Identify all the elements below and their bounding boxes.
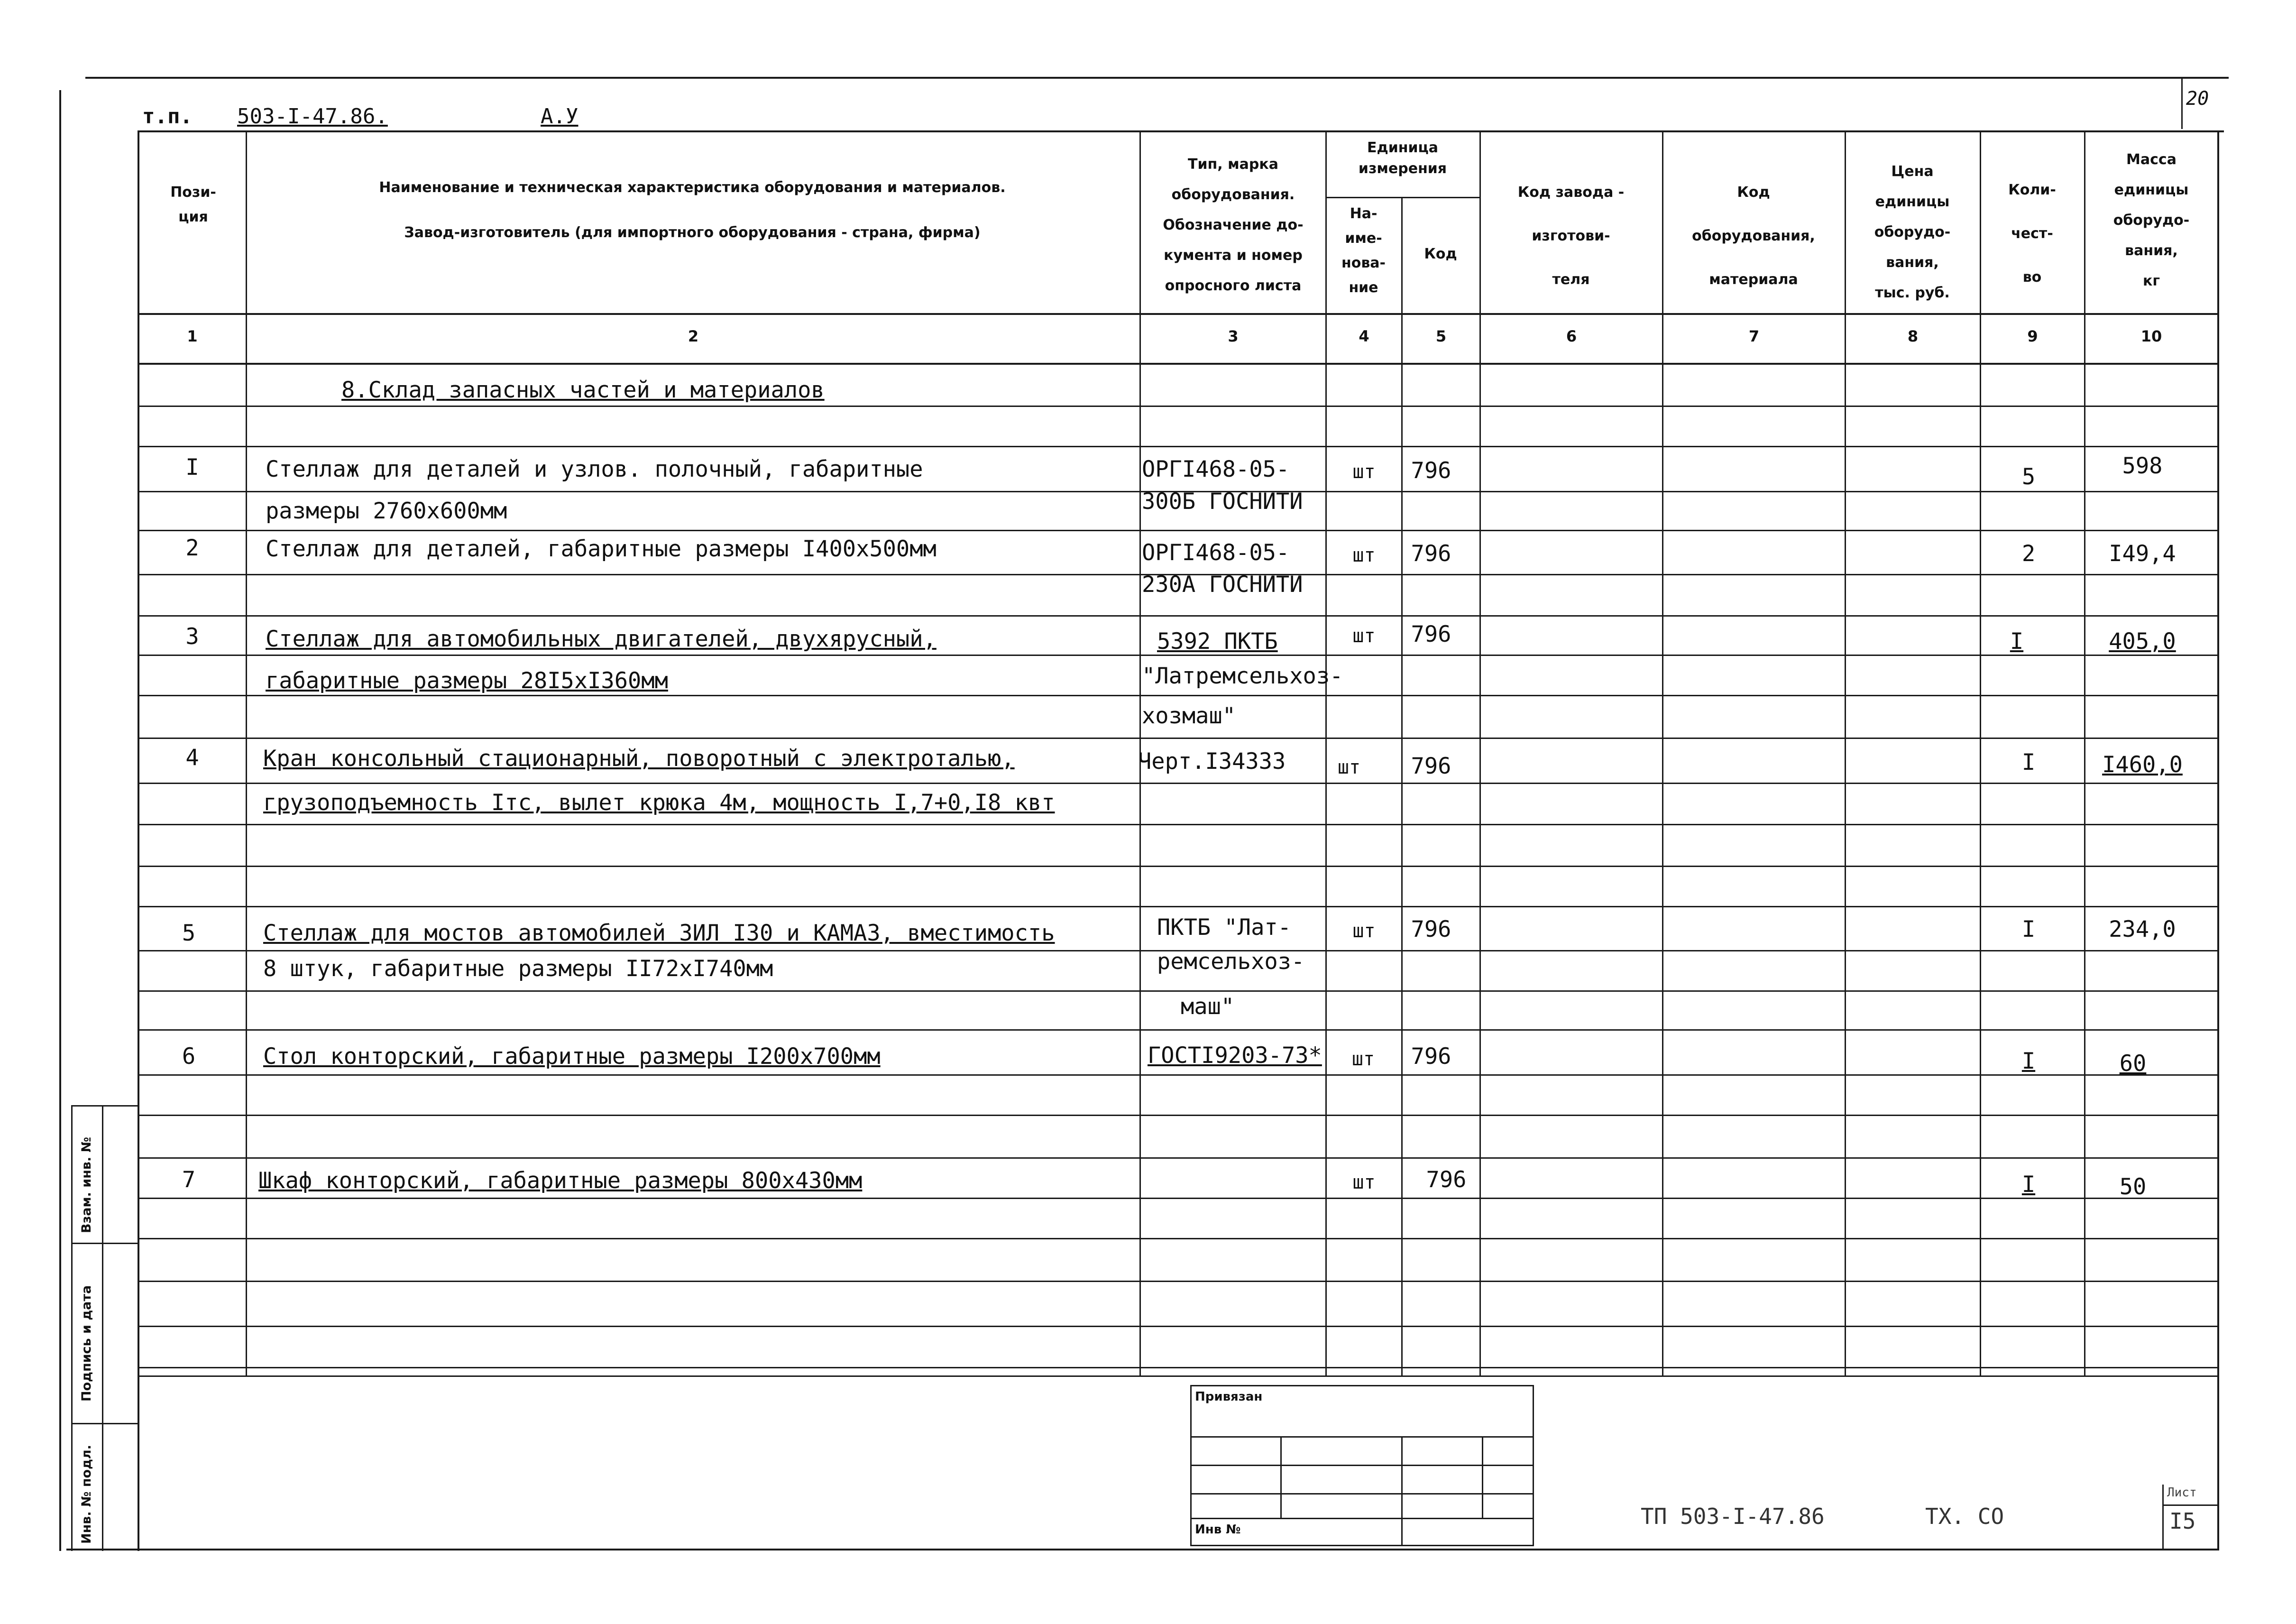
row-unit: шт [1352, 1172, 1376, 1193]
header-type: Тип, марка оборудования. Обозначение до- кумента и номер опросного листа [1163, 156, 1304, 294]
row-name: размеры 2760х600мм [266, 498, 507, 524]
row-type: ГОСТI9203-73* [1148, 1043, 1322, 1069]
row-type: ОРГI468-05- [1142, 456, 1290, 482]
page-number: 20 [2186, 88, 2209, 110]
row-mass: 598 [2122, 453, 2163, 479]
header-unit-price: Цена единицы оборудо- вания, тыс. руб. [1874, 163, 1951, 301]
row-type: Черт.I34333 [1138, 748, 1286, 775]
album-number: А.У [541, 104, 579, 129]
row-type: ПКТБ "Лат- [1157, 914, 1291, 941]
row-type: маш" [1181, 994, 1235, 1020]
row-type: 230А ГОСНИТИ [1142, 572, 1303, 598]
side-label-inv-orig: Инв. № подл. [79, 1445, 94, 1544]
col-number: 10 [2140, 327, 2162, 345]
col-number: 9 [2027, 327, 2038, 345]
row-mass: 50 [2119, 1174, 2147, 1200]
row-mass: I49,4 [2109, 541, 2176, 567]
row-mass: 60 [2119, 1051, 2147, 1077]
header-factory-code: Код завода - изготови- теля [1517, 184, 1625, 288]
row-unit: шт [1352, 461, 1376, 483]
row-name: Шкаф конторский, габаритные размеры 800х430мм [258, 1168, 863, 1194]
row-name: Стеллаж для деталей, габаритные размеры I400х500мм [266, 536, 937, 562]
row-unit: шт [1351, 1048, 1375, 1070]
row-unit-code: 796 [1411, 753, 1451, 779]
col-number: 2 [688, 327, 699, 345]
sheet-number: I5 [2169, 1508, 2196, 1534]
row-position: 2 [185, 535, 199, 561]
row-quantity: I [2021, 749, 2036, 775]
row-position: I [185, 454, 199, 480]
row-quantity: I [2021, 1048, 2036, 1074]
row-type: "Латремсельхоз- [1142, 663, 1343, 689]
row-position: 5 [182, 920, 196, 946]
row-name: Стеллаж для мостов автомобилей ЗИЛ I30 и КАМАЗ, вместимость [263, 920, 1055, 946]
col-number: 8 [1907, 327, 1919, 345]
row-mass: 234,0 [2109, 916, 2176, 942]
col-number: 5 [1435, 327, 1447, 345]
col-number: 6 [1566, 327, 1577, 345]
row-unit-code: 796 [1411, 458, 1451, 484]
header-equipment-code: Код оборудования, материала [1692, 184, 1815, 288]
header-mass: Масса единицы оборудо- вания, кг [2113, 151, 2190, 289]
row-unit-code: 796 [1411, 916, 1451, 942]
row-position: 3 [185, 624, 199, 650]
row-name: Стеллаж для автомобильных двигателей, двухярусный, [266, 626, 937, 652]
bound-label: Привязан [1195, 1390, 1263, 1404]
row-name: габаритные размеры 28I5хI360мм [266, 668, 668, 694]
section-title: 8.Склад запасных частей и материалов [341, 377, 825, 403]
row-quantity: I [2010, 628, 2024, 655]
row-mass: I460,0 [2102, 752, 2183, 778]
row-unit-code: 796 [1411, 621, 1451, 647]
row-type: 5392 ПКТБ [1157, 628, 1278, 655]
doc-code: ТП 503-I-47.86 [1641, 1504, 1825, 1529]
row-unit-code: 796 [1426, 1167, 1467, 1193]
row-position: 6 [182, 1043, 196, 1070]
row-quantity: I [2021, 916, 2036, 942]
project-number: 503-I-47.86. [237, 104, 388, 129]
row-quantity: 2 [2021, 541, 2036, 567]
row-name: Стеллаж для деталей и узлов. полочный, габаритные [266, 456, 923, 482]
row-unit: шт [1352, 920, 1376, 942]
col-number: 7 [1748, 327, 1760, 345]
header-unit-name: На- име- нова- ние [1341, 205, 1386, 296]
row-unit-code: 796 [1411, 1043, 1451, 1070]
row-quantity: I [2021, 1172, 2036, 1198]
row-position: 7 [182, 1167, 196, 1193]
row-quantity: 5 [2021, 464, 2036, 490]
row-unit: шт [1337, 757, 1361, 778]
row-unit: шт [1352, 544, 1376, 566]
document-type: т.п. [142, 104, 193, 129]
header-position: Пози- ция [170, 184, 216, 225]
header-name-line2: Завод-изготовитель (для импортного оборудования - страна, фирма) [404, 224, 981, 241]
row-name: 8 штук, габаритные размеры II72хI740мм [263, 956, 773, 982]
col-number: 4 [1359, 327, 1369, 345]
row-type: ремсельхоз- [1157, 949, 1305, 975]
row-name: Кран консольный стационарный, поворотный с электроталью, [263, 746, 1015, 772]
row-type: 300Б ГОСНИТИ [1142, 489, 1303, 515]
header-unit-group: Единица измерения [1358, 139, 1447, 177]
doc-suffix: ТХ. СО [1925, 1504, 2004, 1529]
header-quantity: Коли- чест- во [2008, 182, 2056, 286]
col-number: 3 [1228, 327, 1239, 345]
header-name-line1: Наименование и техническая характеристика оборудования и материалов. [379, 179, 1006, 196]
side-label-inv-replace: Взам. инв. № [79, 1136, 94, 1233]
col-number: 1 [187, 327, 198, 345]
row-unit: шт [1352, 625, 1376, 647]
header-unit-code: Код [1424, 246, 1457, 262]
row-name: грузоподъемность Iтс, вылет крюка 4м, мощность I,7+0,I8 квт [263, 790, 1055, 816]
inv-label: Инв № [1195, 1522, 1241, 1537]
row-position: 4 [185, 745, 199, 771]
row-unit-code: 796 [1411, 541, 1451, 567]
row-name: Стол конторский, габаритные размеры I200х700мм [263, 1043, 881, 1070]
row-type: хозмаш" [1142, 703, 1236, 729]
side-label-sign-date: Подпись и дата [79, 1285, 94, 1402]
row-type: ОРГI468-05- [1142, 540, 1290, 566]
sheet-label: Лист [2167, 1486, 2197, 1500]
row-mass: 405,0 [2109, 628, 2176, 655]
